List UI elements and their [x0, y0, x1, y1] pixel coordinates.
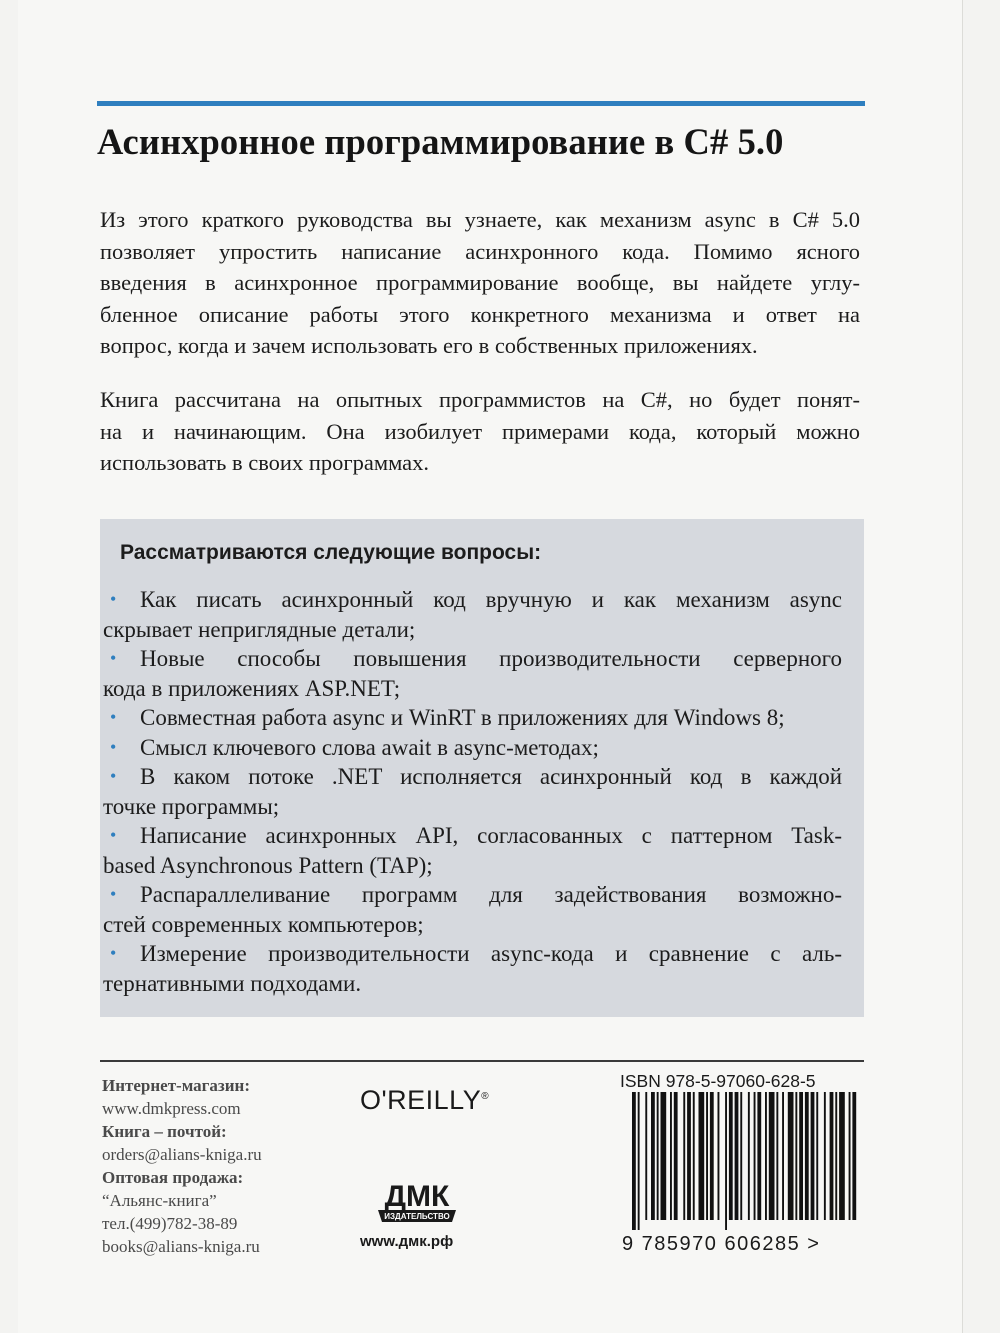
isbn-barcode: [628, 1092, 866, 1230]
bullet-icon: •: [110, 648, 117, 668]
wholesale-company: “Альянс-книга”: [102, 1191, 217, 1210]
topic-item: [100, 733, 842, 763]
topic-line: based Asynchronous Pattern (TAP);: [103, 852, 433, 878]
barcode-bar: [795, 1092, 797, 1220]
barcode-bar: [670, 1092, 672, 1220]
registered-mark: ®: [481, 1091, 490, 1102]
topic-line: точке программы;: [103, 793, 280, 819]
barcode-bar: [816, 1092, 818, 1220]
wholesale-label: Оптовая продажа:: [102, 1168, 244, 1187]
bullet-icon: •: [110, 766, 117, 786]
dmk-website: www.дмк.рф: [360, 1233, 454, 1250]
barcode-bar: [687, 1092, 691, 1220]
contacts-block: [102, 1074, 342, 1258]
barcode-bar: [811, 1092, 815, 1220]
topic-item: [100, 644, 842, 703]
shop-url: www.dmkpress.com: [102, 1099, 241, 1118]
bullet-icon: •: [110, 825, 117, 845]
text-line: введения в асинхронное программирование вообще, вы найдете углу-: [100, 270, 860, 295]
barcode-bar: [693, 1092, 695, 1220]
barcode-digits: 9 785970 606285 >: [622, 1233, 821, 1255]
barcode-bar: [852, 1092, 856, 1220]
barcode-bar: [782, 1092, 784, 1220]
barcode-bar: [805, 1092, 809, 1220]
topics-box: [100, 519, 864, 1017]
description-paragraph-2: [100, 384, 860, 479]
topic-item: [100, 939, 842, 998]
topic-line: тернативными подходами.: [103, 970, 362, 996]
text-line: Книга рассчитана на опытных программистов на C#, но будет понят-: [100, 387, 860, 412]
mail-order-label: Книга – почтой:: [102, 1122, 227, 1141]
topic-item: [100, 762, 842, 821]
topic-list: [100, 585, 842, 998]
mail-order-email: orders@alians-kniga.ru: [102, 1145, 262, 1164]
bullet-icon: •: [110, 736, 117, 757]
text-line: бленное описание работы этого конкретного механизма и ответ на: [100, 301, 860, 327]
topic-line: Распараллеливание программ для задействования возможно-: [140, 882, 842, 907]
text-line: на и начинающим. Она изобилует примерами кода, который можно: [100, 418, 860, 444]
barcode-bar: [799, 1092, 803, 1220]
barcode-bar: [651, 1092, 655, 1220]
topic-item: [100, 821, 842, 880]
barcode-bar: [765, 1092, 767, 1220]
topic-line: В каком потоке .NET исполняется асинхронный код в каждой: [140, 764, 842, 789]
topic-line: Совместная работа async и WinRT в приложениях для Windows 8;: [140, 705, 785, 730]
topic-line: Как писать асинхронный код вручную и как механизм async: [140, 587, 842, 612]
dmk-logo-subtext: ИЗДАТЕЛЬСТВО: [384, 1212, 450, 1221]
barcode-bar: [729, 1092, 733, 1220]
barcode-bar: [824, 1092, 826, 1220]
book-title: Асинхронное программирование в C# 5.0: [97, 121, 784, 162]
barcode-bar: [754, 1092, 756, 1220]
isbn-label: ISBN 978-5-97060-628-5: [620, 1071, 816, 1091]
oreilly-logo: [360, 1085, 489, 1116]
topic-line: Измерение производительности async-кода и сравнение с аль-: [140, 941, 842, 966]
shop-label: Интернет-магазин:: [102, 1076, 250, 1095]
barcode-bar: [661, 1092, 667, 1220]
text-line: Из этого краткого руководства вы узнаете, как механизм async в C# 5.0: [100, 207, 860, 232]
barcode-bar: [718, 1092, 720, 1220]
bullet-icon: •: [110, 589, 117, 609]
barcode-bar: [699, 1092, 705, 1220]
text-line: использовать в своих программах.: [100, 450, 430, 475]
barcode-bar: [674, 1092, 678, 1220]
barcode-bar: [740, 1092, 742, 1220]
dmk-publisher-logo: [372, 1178, 462, 1228]
topic-line: кода в приложениях ASP.NET;: [103, 675, 401, 701]
wholesale-phone: тел.(499)782-38-89: [102, 1214, 238, 1233]
topic-line: Написание асинхронных API, согласованных с паттерном Task-: [140, 823, 842, 848]
dmk-logo-text: ДМК: [384, 1180, 450, 1213]
bottom-rule: [100, 1060, 864, 1062]
barcode-bar: [683, 1092, 685, 1220]
oreilly-logo-text: O'REILLY: [360, 1085, 482, 1115]
bullet-icon: •: [110, 884, 117, 904]
barcode-bar: [830, 1092, 834, 1220]
barcode-bar: [725, 1092, 727, 1230]
topic-item: [100, 585, 842, 644]
bullet-icon: •: [110, 707, 117, 727]
barcode-bar: [632, 1092, 636, 1230]
topic-item: [100, 880, 842, 939]
barcode-bar: [788, 1092, 794, 1220]
barcode-bar: [769, 1092, 775, 1220]
top-accent-rule: [97, 101, 865, 106]
topic-line: стей современных компьютеров;: [103, 911, 424, 937]
barcode-bar: [776, 1092, 778, 1220]
barcode-bar: [849, 1092, 851, 1220]
barcode-bar: [638, 1092, 640, 1230]
topic-item: [100, 703, 842, 733]
topics-heading: Рассматриваются следующие вопросы:: [120, 541, 542, 564]
barcode-bar: [657, 1092, 659, 1220]
text-line: позволяет упростить написание асинхронного кода. Помимо ясного: [100, 238, 860, 264]
description-paragraph-1: [100, 204, 860, 362]
topic-line: Новые способы повышения производительности серверного: [140, 646, 842, 671]
wholesale-email: books@alians-kniga.ru: [102, 1237, 260, 1256]
barcode-bar: [839, 1092, 845, 1220]
barcode-bar: [757, 1092, 761, 1220]
barcode-bar: [835, 1092, 837, 1220]
barcode-bar: [748, 1092, 750, 1220]
barcode-bar: [710, 1092, 714, 1220]
barcode-bar: [735, 1092, 739, 1220]
barcode-bar: [706, 1092, 708, 1220]
barcode-bar: [645, 1092, 647, 1220]
topic-line: скрывает неприглядные детали;: [103, 616, 416, 642]
text-line: вопрос, когда и зачем использовать его в собственных приложениях.: [100, 333, 758, 358]
bullet-icon: •: [110, 943, 117, 963]
topic-line: Смысл ключевого слова await в async-методах;: [140, 734, 599, 760]
